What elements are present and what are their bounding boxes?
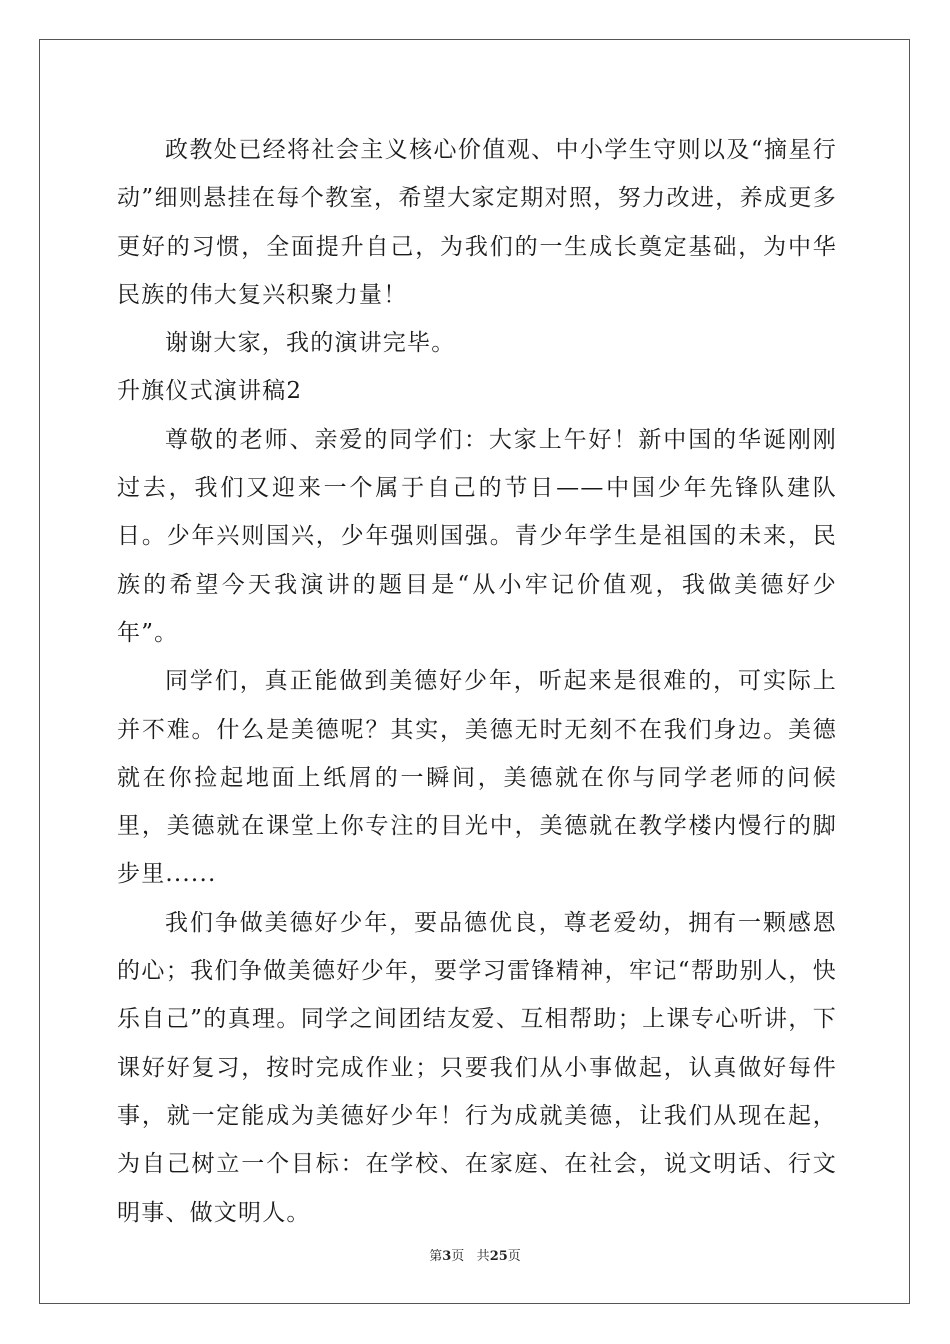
footer-total-suffix: 页 [507, 1249, 521, 1264]
footer-page-prefix: 第 [429, 1249, 443, 1264]
paragraph-5: 我们争做美德好少年，要品德优良，尊老爱幼，拥有一颗感恩的心；我们争做美德好少年，要学习雷锋精神，牢记“帮助别人，快乐自己”的真理。同学之间团结友爱、互相帮助；上课专心听讲，下课好好复习，按时完成作业；只要我们从小事做起，认真做好每件事，就一定能成为美德好少年！行为成就美德，让我们从现在起，为自己树立一个目标：在学校、在家庭、在社会，说文明话、行文明事、做文明人。 [117, 909, 837, 1226]
footer-page-suffix: 页 [451, 1249, 465, 1264]
paragraph-2: 谢谢大家，我的演讲完毕。 [165, 330, 456, 357]
footer-total-pages: 25 [489, 1249, 508, 1264]
paragraph-3: 尊敬的老师、亲爱的同学们：大家上午好！新中国的华诞刚刚过去，我们又迎来一个属于自己的节日——中国少年先锋队建队日。少年兴则国兴，少年强则国强。青少年学生是祖国的未来，民族的希望今天我演讲的题目是“从小牢记价值观，我做美德好少年”。 [117, 426, 837, 646]
paragraph-4: 同学们，真正能做到美德好少年，听起来是很难的，可实际上并不难。什么是美德呢？其实，美德无时无刻不在我们身边。美德就在你捡起地面上纸屑的一瞬间，美德就在你与同学老师的问候里，美德就在课堂上你专注的目光中，美德就在教学楼内慢行的脚步里...... [117, 668, 837, 888]
footer-page-number: 3 [442, 1249, 452, 1264]
paragraph-1: 政教处已经将社会主义核心价值观、中小学生守则以及“摘星行动”细则悬挂在每个教室，希望大家定期对照，努力改进，养成更多更好的习惯，全面提升自己，为我们的一生成长奠定基础，为中华民族的伟大复兴积聚力量！ [117, 137, 837, 308]
section-heading: 升旗仪式演讲稿2 [117, 378, 303, 405]
footer-total-prefix: 共 [476, 1249, 490, 1264]
page-footer [0, 1245, 950, 1264]
document-body [117, 126, 837, 1237]
